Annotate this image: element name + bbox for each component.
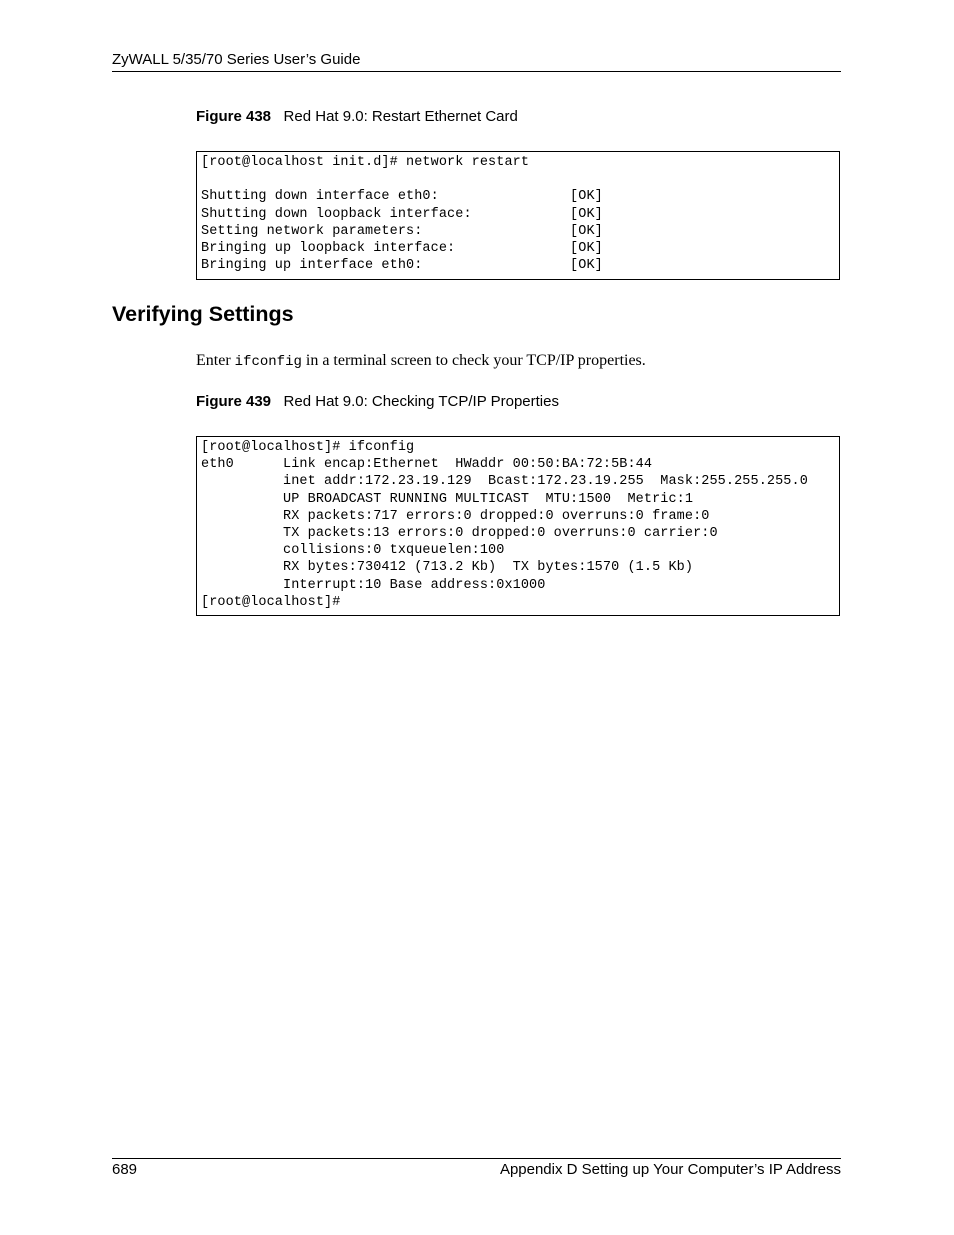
terminal-line: RX bytes:730412 (713.2 Kb) TX bytes:1570 (1.5 Kb) <box>201 560 694 576</box>
figure-439-title: Red Hat 9.0: Checking TCP/IP Properties <box>283 393 559 410</box>
running-header: ZyWALL 5/35/70 Series User’s Guide <box>112 51 361 68</box>
terminal-line: eth0 Link encap:Ethernet HWaddr 00:50:BA:72:5B:44 <box>201 457 653 473</box>
terminal-line: Bringing up loopback interface: [OK] <box>201 240 603 256</box>
terminal-line: Shutting down interface eth0: [OK] <box>201 189 603 205</box>
header-rule <box>112 71 841 72</box>
figure-438-terminal <box>196 151 840 280</box>
terminal-line: collisions:0 txqueuelen:100 <box>201 543 505 559</box>
footer-section-title: Appendix D Setting up Your Computer’s IP Address <box>499 1161 841 1178</box>
terminal-line: UP BROADCAST RUNNING MULTICAST MTU:1500 Metric:1 <box>201 491 694 507</box>
inline-command: ifconfig <box>234 354 302 370</box>
terminal-line: [root@localhost]# ifconfig <box>201 440 415 455</box>
terminal-line <box>201 171 839 188</box>
terminal-line: [root@localhost init.d]# network restart <box>201 155 530 170</box>
terminal-line: TX packets:13 errors:0 dropped:0 overruns:0 carrier:0 <box>201 525 718 541</box>
page-number: 689 <box>112 1161 138 1178</box>
terminal-line: Interrupt:10 Base address:0x1000 <box>201 577 546 593</box>
paragraph-text-end: in a terminal screen to check your TCP/IP properties. <box>301 352 646 369</box>
figure-438-caption <box>196 108 518 125</box>
figure-438-number: Figure 438 <box>196 108 272 125</box>
figure-439-number: Figure 439 <box>196 393 272 410</box>
terminal-line: Bringing up interface eth0: [OK] <box>201 258 603 274</box>
paragraph-text-start: Enter <box>196 352 235 369</box>
terminal-line: inet addr:172.23.19.129 Bcast:172.23.19.255 Mask:255.255.255.0 <box>201 474 808 490</box>
footer-rule <box>112 1158 841 1159</box>
terminal-line: RX packets:717 errors:0 dropped:0 overruns:0 frame:0 <box>201 508 710 524</box>
terminal-line: [root@localhost]# <box>201 594 341 610</box>
body-paragraph <box>196 352 646 370</box>
section-heading: Verifying Settings <box>112 302 294 326</box>
terminal-line: Setting network parameters: [OK] <box>201 223 603 239</box>
figure-438-title: Red Hat 9.0: Restart Ethernet Card <box>283 108 518 125</box>
terminal-line: Shutting down loopback interface: [OK] <box>201 206 603 222</box>
figure-439-terminal <box>196 436 840 616</box>
figure-439-caption <box>196 393 559 410</box>
